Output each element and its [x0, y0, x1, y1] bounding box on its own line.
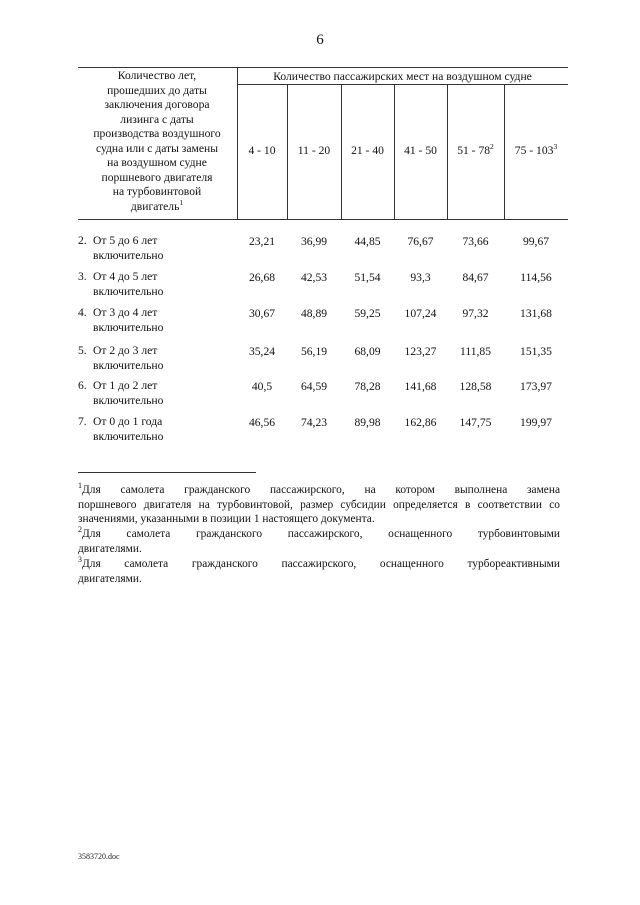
left-header-line: на турбовинтовой — [112, 185, 202, 198]
row-label-line: От 5 до 6 лет — [93, 234, 158, 247]
row-number: 5. — [78, 344, 87, 357]
footnote-2 — [78, 527, 560, 556]
column-header: $75 - 103^3$ — [514, 142, 558, 157]
table-cell: 99,67 — [522, 235, 550, 248]
row-label-line: От 3 до 4 лет — [93, 306, 158, 319]
left-column-header — [78, 69, 236, 214]
footnote-mark: 2 — [78, 525, 82, 534]
table-cell: 131,68 — [520, 307, 552, 320]
footnote-ref: 1 — [179, 197, 184, 207]
table-header-bottom-rule — [78, 219, 568, 220]
table-cell: 97,32 — [462, 307, 489, 320]
table-cell: 59,25 — [354, 307, 381, 320]
left-header-line: на воздушном судне — [107, 156, 207, 169]
column-header: 4 - 10 — [248, 144, 276, 157]
column-header: 21 - 40 — [351, 144, 384, 157]
table-cell: 40,5 — [251, 380, 273, 393]
left-header-line — [78, 197, 236, 215]
table-cell: 73,66 — [462, 235, 489, 248]
footnote-first-line: $^2$Для самолета гражданского пассажирского, оснащенного турбовинтовыми — [78, 525, 560, 540]
row-label-line: включительно — [93, 393, 164, 407]
table-cell: 111,85 — [459, 345, 492, 358]
table-cell: 93,3 — [410, 271, 431, 284]
table-cell: 141,68 — [404, 380, 437, 393]
column-header: $51 - 78^2$ — [457, 142, 494, 157]
left-header-text: двигатель — [130, 199, 180, 213]
footnote-continuation: двигателями. — [78, 572, 142, 585]
table-cell: 56,19 — [300, 345, 328, 358]
footnote-first-line: $^1$Для самолета гражданского пассажирского, на котором выполнена замена — [78, 481, 560, 496]
table-top-rule — [78, 67, 568, 68]
row-label-line: От 4 до 5 лет — [93, 270, 158, 283]
footnote-first-line: $^3$Для самолета гражданского пассажирского, оснащенного турбореактивными — [78, 555, 560, 570]
column-header: 41 - 50 — [404, 144, 437, 157]
left-header-line: поршневого двигателя — [101, 170, 213, 184]
footnote-continuation: поршневого двигателя на турбовинтовой, размер субсидии определяется в соответствии со значениями, указанными в позиции 1 настоящего документа. — [78, 498, 560, 525]
table-cell: 74,23 — [300, 416, 328, 429]
row-number: 4. — [78, 306, 87, 319]
row-label-line: включительно — [93, 320, 164, 334]
table-cell: 147,75 — [459, 416, 492, 429]
table-cell: 199,97 — [520, 416, 552, 429]
row-number: 6. — [78, 379, 87, 392]
table-cell: 84,67 — [462, 271, 489, 284]
footnote-1 — [78, 483, 560, 527]
row-label-line: От 0 до 1 года — [93, 415, 163, 428]
row-label-line: включительно — [93, 358, 164, 372]
table-cell: 36,99 — [300, 235, 328, 248]
row-label-line: От 2 до 3 лет — [93, 344, 158, 357]
table-cell: 35,24 — [248, 345, 276, 358]
table-cell: 42,53 — [300, 271, 328, 284]
table-cell: 89,98 — [354, 416, 381, 429]
table-cell: 162,86 — [404, 416, 437, 429]
seats-group-header: Количество пассажирских мест на воздушном судне — [273, 70, 532, 83]
table-cell: 51,54 — [354, 271, 381, 284]
table-cell: 76,67 — [407, 235, 434, 248]
table-cell: 30,67 — [248, 307, 276, 320]
table-cell: 151,35 — [520, 345, 552, 358]
table-cell: 44,85 — [354, 235, 381, 248]
table-cell: 68,09 — [354, 345, 381, 358]
footnote-3 — [78, 557, 560, 586]
table-cell: 107,24 — [404, 307, 437, 320]
table-cell: 64,59 — [300, 380, 328, 393]
page-number: 6 — [316, 32, 324, 48]
table-cell: 48,89 — [300, 307, 328, 320]
footnote-mark: 1 — [78, 481, 82, 490]
left-header-line: судна или с даты замены — [95, 141, 219, 155]
footnote-separator — [78, 472, 256, 473]
table-cell: 23,21 — [248, 235, 276, 248]
table-cell: 46,56 — [248, 416, 276, 429]
table-cell: 123,27 — [404, 345, 437, 358]
table-vline — [237, 67, 238, 219]
row-number: 7. — [78, 415, 87, 428]
table-cell: 128,58 — [459, 380, 492, 393]
table-cell: 78,28 — [354, 380, 381, 393]
row-label-line: включительно — [93, 248, 164, 262]
footnote-mark: 3 — [78, 555, 82, 564]
document-id: 3583720.doc — [78, 852, 120, 861]
column-header: 11 - 20 — [297, 144, 331, 157]
table-cell: 173,97 — [520, 380, 552, 393]
row-label-line: От 1 до 2 лет — [93, 379, 158, 392]
left-header-line: Количество лет, — [117, 69, 197, 82]
row-number: 3. — [78, 270, 87, 283]
left-header-line: заключения договора — [104, 98, 210, 111]
table-cell: 26,68 — [248, 271, 276, 284]
left-header-line: производства воздушного — [93, 127, 221, 140]
table-cell: 114,56 — [520, 271, 552, 284]
footnote-continuation: двигателями. — [78, 542, 142, 555]
left-header-line: прошедших до даты — [107, 83, 207, 97]
left-header-line: лизинга с даты — [120, 112, 194, 126]
row-number: 2. — [78, 234, 87, 247]
row-label-line: включительно — [93, 284, 164, 298]
row-label-line: включительно — [93, 429, 164, 443]
